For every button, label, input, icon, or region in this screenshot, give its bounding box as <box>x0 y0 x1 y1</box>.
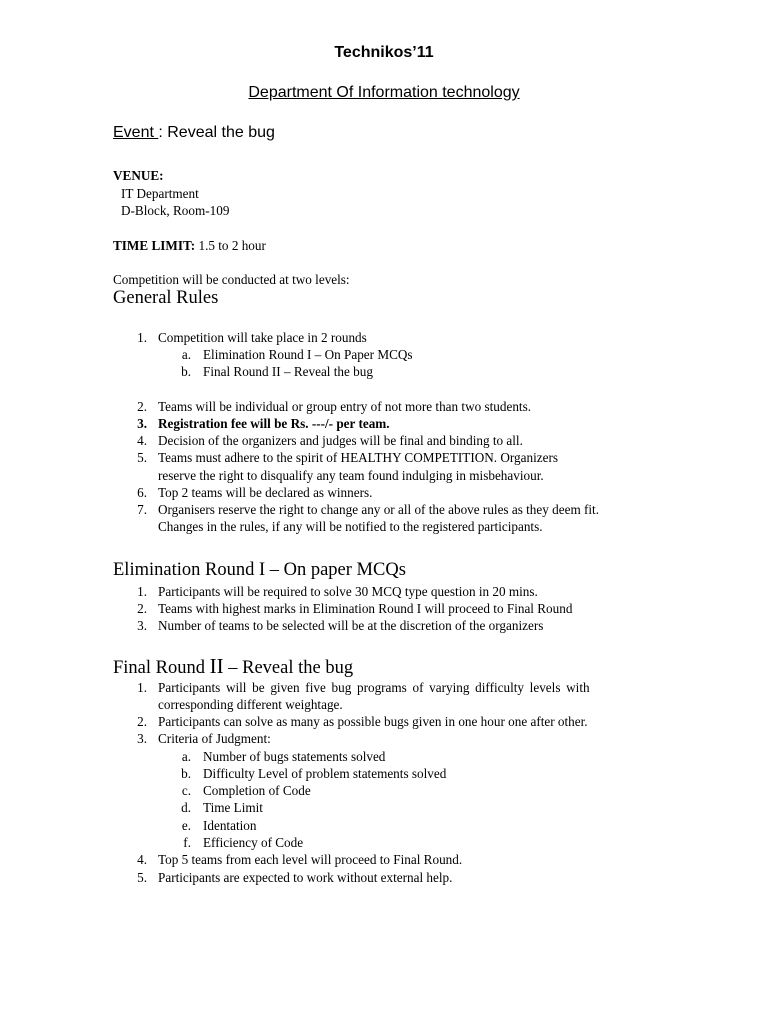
list-number: 1. <box>137 584 147 599</box>
venue-line-2: D-Block, Room-109 <box>121 203 230 218</box>
list-item: Elimination Round I – On Paper MCQs <box>203 347 413 362</box>
list-number: 3. <box>137 416 147 431</box>
venue-line-1: IT Department <box>121 186 199 201</box>
criteria-item: Number of bugs statements solved <box>203 749 386 764</box>
list-item: Teams will be individual or group entry of not more than two students. <box>158 399 532 414</box>
document-title: Technikos’11 <box>334 44 434 61</box>
list-number: 4. <box>137 433 147 448</box>
list-number: 1. <box>137 330 147 345</box>
elimination-round-heading: Elimination Round I – On paper MCQs <box>113 560 406 580</box>
list-letter: e. <box>181 818 191 833</box>
time-limit-label: TIME LIMIT: <box>113 238 196 253</box>
list-letter: f. <box>183 835 191 850</box>
list-item: Teams must adhere to the spirit of HEALTHY COMPETITION. Organizers <box>158 450 558 465</box>
list-letter: c. <box>181 783 191 798</box>
criteria-item: Efficiency of Code <box>203 835 304 850</box>
list-number: 6. <box>137 485 147 500</box>
list-number: 3. <box>137 731 147 746</box>
list-item-continuation: reserve the right to disqualify any team found indulging in misbehaviour. <box>158 468 544 483</box>
list-number: 4. <box>137 852 147 867</box>
list-item: Teams with highest marks in Elimination Round I will proceed to Final Round <box>158 601 573 616</box>
list-item: Participants will be given five bug programs of varying difficulty levels with <box>158 680 590 695</box>
time-limit <box>113 237 266 254</box>
criteria-item: Difficulty Level of problem statements solved <box>203 766 447 781</box>
list-item: Top 2 teams will be declared as winners. <box>158 485 373 500</box>
list-item-continuation: corresponding different weightage. <box>158 697 343 712</box>
criteria-item: Identation <box>203 818 257 833</box>
list-item: Organisers reserve the right to change any or all of the above rules as they deem fit. <box>158 502 600 517</box>
roman-numeral: II <box>209 654 224 678</box>
list-number: 2. <box>137 399 147 414</box>
list-item: Top 5 teams from each level will proceed to Final Round. <box>158 852 463 867</box>
criteria-item: Time Limit <box>203 800 263 815</box>
list-number: 2. <box>137 601 147 616</box>
list-letter: a. <box>181 749 191 764</box>
list-item: Participants can solve as many as possible bugs given in one hour one after other. <box>158 714 588 729</box>
list-item: Criteria of Judgment: <box>158 731 271 746</box>
criteria-item: Completion of Code <box>203 783 311 798</box>
list-number: 2. <box>137 714 147 729</box>
intro-text: Competition will be conducted at two levels: <box>113 272 350 287</box>
event-line <box>113 124 275 142</box>
general-rules-heading: General Rules <box>113 288 219 308</box>
list-item: Decision of the organizers and judges will be final and binding to all. <box>158 433 523 448</box>
list-letter: a. <box>181 347 191 362</box>
list-letter: b. <box>181 364 191 379</box>
list-item: Competition will take place in 2 rounds <box>158 330 367 345</box>
list-letter: d. <box>181 800 191 815</box>
registration-fee-item: Registration fee will be Rs. ---/- per team. <box>158 416 390 431</box>
list-number: 5. <box>137 450 147 465</box>
list-item: Participants are expected to work without external help. <box>158 870 453 885</box>
final-round-heading: Final Round II – Reveal the bug <box>113 654 354 678</box>
list-item: Participants will be required to solve 30 MCQ type question in 20 mins. <box>158 584 538 599</box>
event-label: Event <box>113 124 159 141</box>
list-number: 3. <box>137 618 147 633</box>
department-heading: Department Of Information technology <box>248 84 520 101</box>
list-item: Number of teams to be selected will be at the discretion of the organizers <box>158 618 544 633</box>
list-item: Final Round II – Reveal the bug <box>203 364 373 379</box>
time-limit-value: 1.5 to 2 hour <box>195 238 266 253</box>
list-item-continuation: Changes in the rules, if any will be notified to the registered participants. <box>158 519 543 534</box>
list-number: 5. <box>137 870 147 885</box>
list-letter: b. <box>181 766 191 781</box>
list-number: 1. <box>137 680 147 695</box>
event-name: : Reveal the bug <box>158 124 275 141</box>
venue-label: VENUE: <box>113 168 164 183</box>
list-number: 7. <box>137 502 147 517</box>
